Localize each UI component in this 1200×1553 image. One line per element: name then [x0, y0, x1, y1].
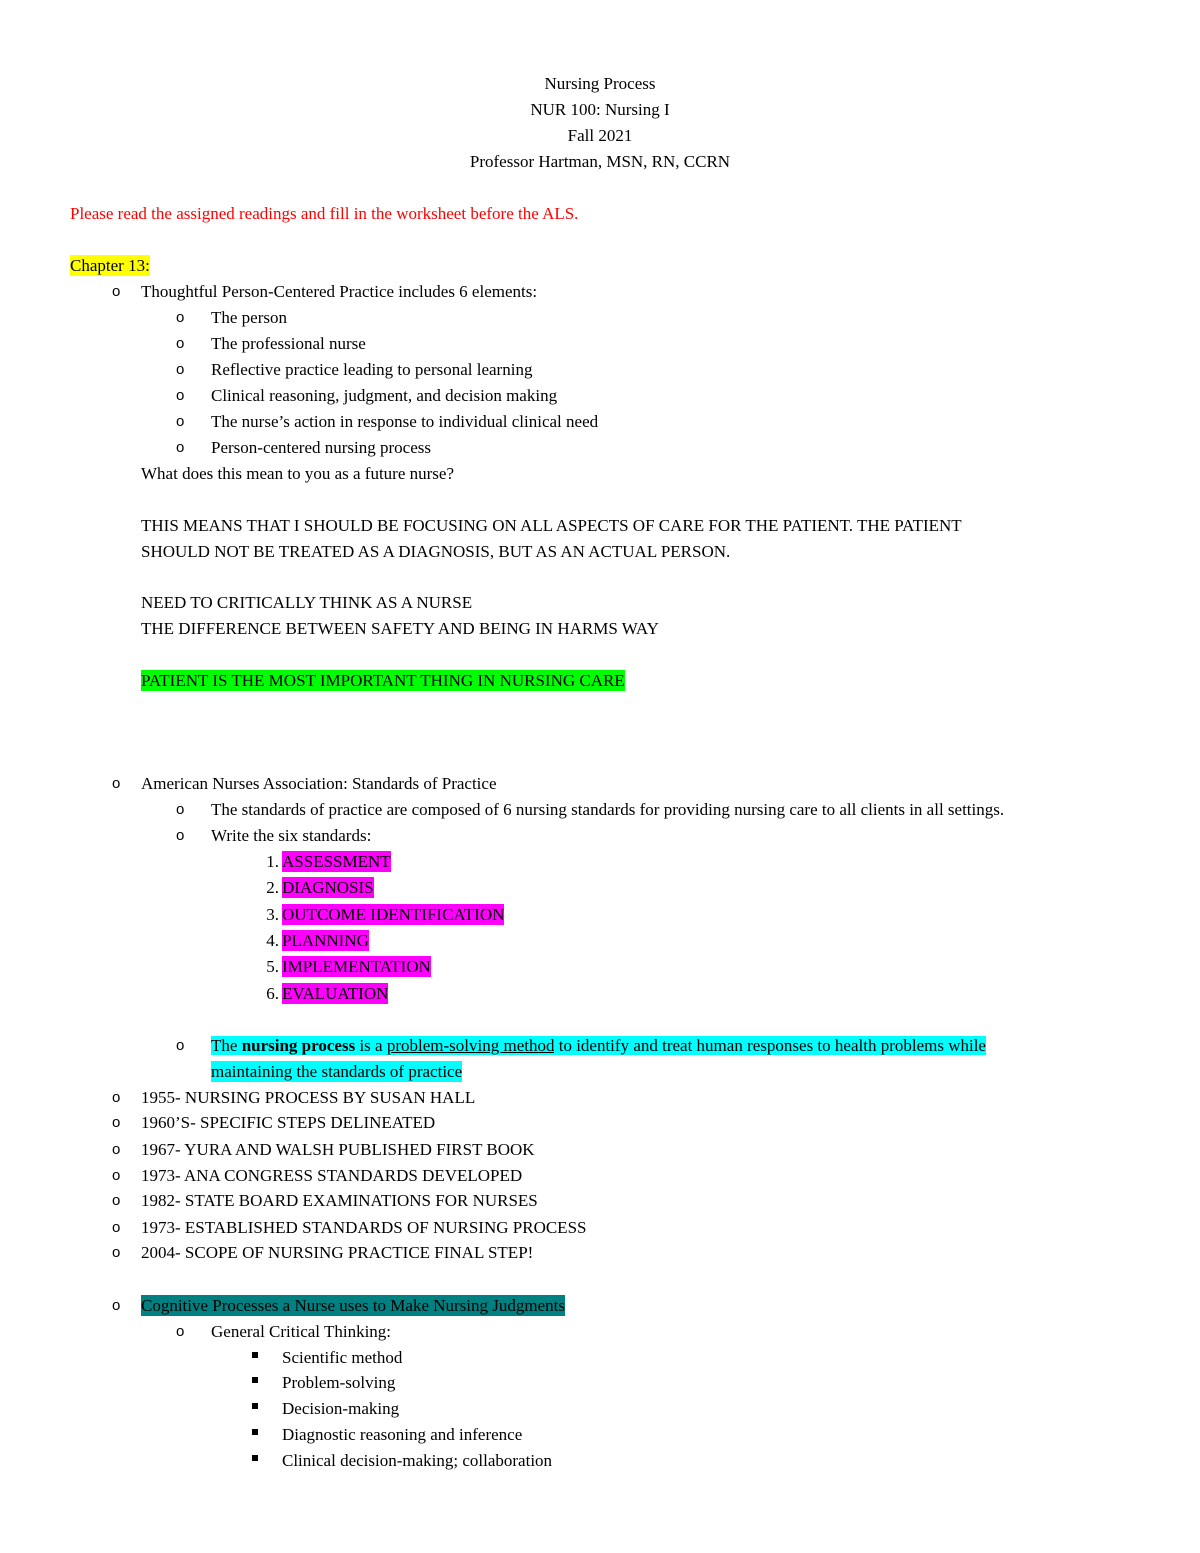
standards-description: The standards of practice are composed of 6 nursing standards for providing nursing care to all clients in all settings.: [211, 800, 1005, 819]
list-item: Diagnostic reasoning and inference: [282, 1425, 523, 1444]
section3-heading: Cognitive Processes a Nurse uses to Make Nursing Judgments: [141, 1296, 566, 1315]
instruction-text: Please read the assigned readings and fill in the worksheet before the ALS.: [70, 204, 579, 223]
square-bullet-icon: [252, 1455, 258, 1461]
section3-subheading: General Critical Thinking:: [211, 1322, 392, 1341]
bullet-icon: o: [112, 775, 121, 792]
standard-label: PLANNING: [282, 931, 369, 950]
standard-label: ASSESSMENT: [282, 852, 391, 871]
square-bullet-icon: [252, 1429, 258, 1435]
bullet-icon: o: [176, 387, 185, 404]
history-item: 1960’S- SPECIFIC STEPS DELINEATED: [141, 1113, 436, 1132]
history-item: 1982- STATE BOARD EXAMINATIONS FOR NURSES: [141, 1191, 538, 1210]
definition-term: nursing process: [241, 1036, 356, 1055]
definition-part: The: [211, 1036, 242, 1055]
bullet-icon: o: [176, 335, 185, 352]
document-title: Nursing Process: [544, 74, 656, 93]
definition-part: is a: [355, 1036, 387, 1055]
standard-number: 3.: [266, 905, 279, 924]
list-item: Scientific method: [282, 1348, 403, 1367]
answer-line: THE DIFFERENCE BETWEEN SAFETY AND BEING IN HARMS WAY: [141, 619, 659, 638]
bullet-icon: o: [112, 1219, 121, 1236]
bullet-icon: o: [112, 1297, 121, 1314]
bullet-icon: o: [176, 361, 185, 378]
list-item: Person-centered nursing process: [211, 438, 431, 457]
standard-number: 5.: [266, 957, 279, 976]
answer-line: THIS MEANS THAT I SHOULD BE FOCUSING ON ALL ASPECTS OF CARE FOR THE PATIENT. THE PATIENT: [141, 516, 962, 535]
standard-number: 2.: [266, 878, 279, 897]
history-item: 1967- YURA AND WALSH PUBLISHED FIRST BOOK: [141, 1140, 535, 1159]
chapter-heading: Chapter 13:: [70, 256, 150, 275]
history-item: 1973- ESTABLISHED STANDARDS OF NURSING PROCESS: [141, 1218, 587, 1237]
bullet-icon: o: [112, 1244, 121, 1261]
history-item: 1955- NURSING PROCESS BY SUSAN HALL: [141, 1088, 476, 1107]
definition-method: problem-solving method: [386, 1036, 555, 1055]
standard-label: IMPLEMENTATION: [282, 957, 431, 976]
course-line: NUR 100: Nursing I: [530, 100, 670, 119]
list-item: Decision-making: [282, 1399, 400, 1418]
nursing-process-definition: [211, 1035, 986, 1056]
bullet-icon: o: [176, 309, 185, 326]
standard-number: 1.: [266, 852, 279, 871]
list-item: The professional nurse: [211, 334, 366, 353]
answer-highlight: PATIENT IS THE MOST IMPORTANT THING IN NURSING CARE: [141, 671, 625, 690]
standard-label: DIAGNOSIS: [282, 878, 374, 897]
history-item: 1973- ANA CONGRESS STANDARDS DEVELOPED: [141, 1166, 523, 1185]
section2-heading: American Nurses Association: Standards of Practice: [141, 774, 497, 793]
bullet-icon: o: [176, 439, 185, 456]
bullet-icon: o: [112, 283, 121, 300]
answer-line: SHOULD NOT BE TREATED AS A DIAGNOSIS, BUT AS AN ACTUAL PERSON.: [141, 542, 731, 561]
history-item: 2004- SCOPE OF NURSING PRACTICE FINAL STEP!: [141, 1243, 534, 1262]
bullet-icon: o: [176, 827, 185, 844]
bullet-icon: o: [176, 801, 185, 818]
list-item: The person: [211, 308, 288, 327]
list-item: Reflective practice leading to personal learning: [211, 360, 533, 379]
bullet-icon: o: [176, 1037, 185, 1054]
standard-number: 6.: [266, 984, 279, 1003]
square-bullet-icon: [252, 1352, 258, 1358]
definition-part: to identify and treat human responses to health problems while: [554, 1036, 986, 1055]
definition-line2: maintaining the standards of practice: [211, 1062, 463, 1081]
section1-heading: Thoughtful Person-Centered Practice includes 6 elements:: [141, 282, 538, 301]
bullet-icon: o: [176, 413, 185, 430]
square-bullet-icon: [252, 1377, 258, 1383]
bullet-icon: o: [112, 1192, 121, 1209]
list-item: Clinical reasoning, judgment, and decision making: [211, 386, 558, 405]
square-bullet-icon: [252, 1403, 258, 1409]
standard-label: OUTCOME IDENTIFICATION: [282, 905, 505, 924]
bullet-icon: o: [112, 1167, 121, 1184]
list-item: The nurse’s action in response to individual clinical need: [211, 412, 599, 431]
bullet-icon: o: [112, 1141, 121, 1158]
standard-label: EVALUATION: [282, 984, 389, 1003]
bullet-icon: o: [112, 1089, 121, 1106]
list-item: Clinical decision-making; collaboration: [282, 1451, 553, 1470]
professor-line: Professor Hartman, MSN, RN, CCRN: [469, 152, 731, 171]
standards-prompt: Write the six standards:: [211, 826, 372, 845]
bullet-icon: o: [112, 1114, 121, 1131]
answer-line: NEED TO CRITICALLY THINK AS A NURSE: [141, 593, 473, 612]
question-text: What does this mean to you as a future nurse?: [141, 464, 454, 483]
bullet-icon: o: [176, 1323, 185, 1340]
standard-number: 4.: [266, 931, 279, 950]
list-item: Problem-solving: [282, 1373, 396, 1392]
term-line: Fall 2021: [567, 126, 633, 145]
